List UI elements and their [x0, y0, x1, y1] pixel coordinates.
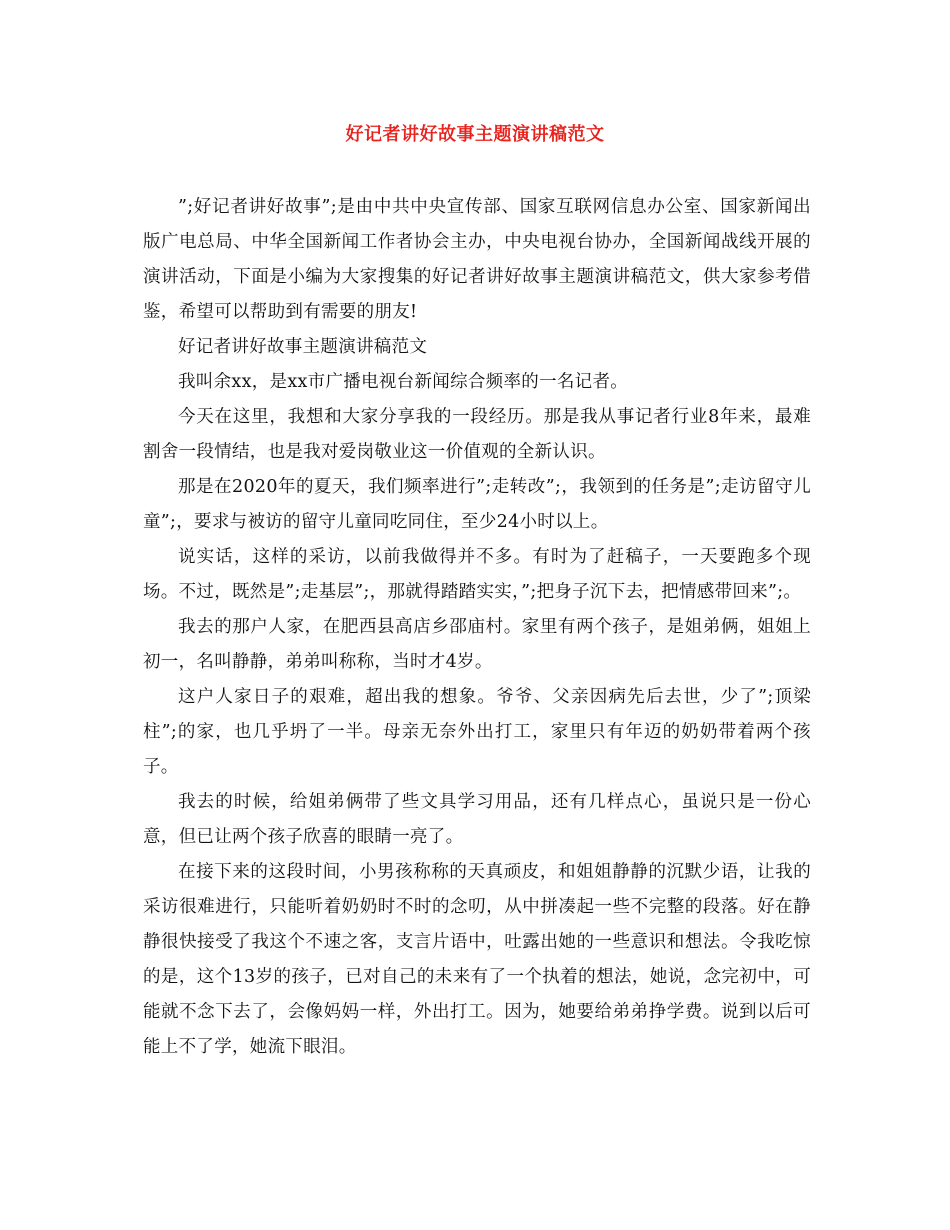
paragraph: 我去的那户人家，在肥西县高店乡邵庙村。家里有两个孩子，是姐弟俩，姐姐上初一，名叫静静，弟弟叫称称，当时才4岁。	[143, 617, 811, 672]
paragraph: 这户人家日子的艰难，超出我的想象。爷爷、父亲因病先后去世，少了”;顶梁柱”;的家，也几乎坍了一半。母亲无奈外出打工，家里只有年迈的奶奶带着两个孩子。	[143, 687, 811, 777]
paragraph: 说实话，这样的采访，以前我做得并不多。有时为了赶稿子，一天要跑多个现场。不过，既然是”;走基层”;，那就得踏踏实实，”;把身子沉下去，把情感带回来”;。	[143, 547, 811, 602]
paragraph: 那是在2020年的夏天，我们频率进行”;走转改”;，我领到的任务是”;走访留守儿童”;，要求与被访的留守儿童同吃同住，至少24小时以上。	[143, 477, 811, 532]
document-body	[143, 190, 811, 1065]
paragraph: 今天在这里，我想和大家分享我的一段经历。那是我从事记者行业8年来，最难割舍一段情结，也是我对爱岗敬业这一价值观的全新认识。	[143, 407, 811, 462]
paragraph: 我去的时候，给姐弟俩带了些文具学习用品，还有几样点心，虽说只是一份心意，但已让两个孩子欣喜的眼睛一亮了。	[143, 792, 811, 847]
paragraph: 我叫余xx，是xx市广播电视台新闻综合频率的一名记者。	[178, 372, 629, 392]
paragraph-intro: ”;好记者讲好故事”;是由中共中央宣传部、国家互联网信息办公室、国家新闻出版广电总局、中华全国新闻工作者协会主办，中央电视台协办，全国新闻战线开展的演讲活动，下面是小编为大家搜集的好记者讲好故事主题演讲稿范文，供大家参考借鉴，希望可以帮助到有需要的朋友!	[143, 197, 811, 322]
paragraph: 在接下来的这段时间，小男孩称称的天真顽皮，和姐姐静静的沉默少语，让我的采访很难进行，只能听着奶奶时不时的念叨，从中拼凑起一些不完整的段落。好在静静很快接受了我这个不速之客，支言片语中，吐露出她的一些意识和想法。令我吃惊的是，这个13岁的孩子，已对自己的未来有了一个执着的想法，她说，念完初中，可能就不念下去了，会像妈妈一样，外出打工。因为，她要给弟弟挣学费。说到以后可能上不了学，她流下眼泪。	[143, 862, 811, 1057]
document-title: 好记者讲好故事主题演讲稿范文	[345, 124, 605, 145]
paragraph-subtitle: 好记者讲好故事主题演讲稿范文	[178, 337, 428, 357]
